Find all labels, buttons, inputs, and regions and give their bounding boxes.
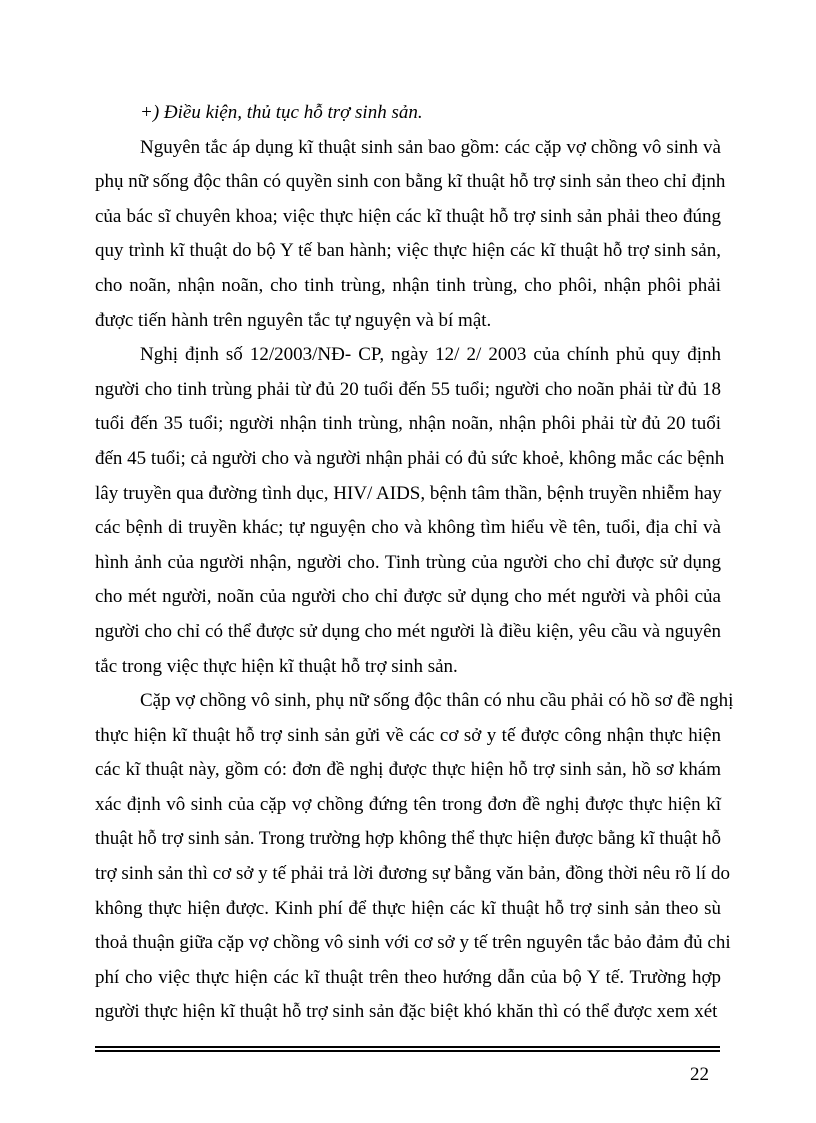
paragraph-line: Nguyên tắc áp dụng kĩ thuật sinh sản bao gồm: các cặp vợ chồng vô sinh và xyxy=(140,136,721,158)
section-heading: +) Điều kiện, thủ tục hỗ trợ sinh sản. xyxy=(140,102,423,123)
paragraph-line: xác định vô sinh của cặp vợ chồng đứng tên trong đơn đề nghị được thực hiện kĩ xyxy=(95,793,721,815)
paragraph-line: người cho chỉ có thể được sử dụng cho mét người là điều kiện, yêu cầu và nguyên xyxy=(95,620,721,642)
paragraph-line: tuổi đến 35 tuổi; người nhận tinh trùng, nhận noãn, nhận phôi phải từ đủ 20 tuổi xyxy=(95,413,721,435)
paragraph-line: quy trình kĩ thuật do bộ Y tế ban hành; việc thực hiện các kĩ thuật hỗ trợ sinh sản, xyxy=(95,240,721,262)
page-number: 22 xyxy=(690,1064,709,1085)
paragraph-line: thoả thuận giữa cặp vợ chồng vô sinh với cơ sở y tế trên nguyên tắc bảo đảm đủ chi xyxy=(95,932,731,954)
paragraph-1 xyxy=(95,131,726,339)
footer-double-rule xyxy=(95,1046,720,1052)
paragraph-line: hình ảnh của người nhận, người cho. Tinh trùng của người cho chỉ được sử dụng xyxy=(95,551,721,573)
paragraph-3 xyxy=(95,684,734,1030)
paragraph-line: người thực hiện kĩ thuật hỗ trợ sinh sản đặc biệt khó khăn thì có thể được xem xét xyxy=(95,1001,718,1023)
paragraph-line: phí cho việc thực hiện các kĩ thuật trên theo hướng dẫn của bộ Y tế. Trường hợp xyxy=(95,966,721,988)
paragraph-line: người cho tinh trùng phải từ đủ 20 tuổi đến 55 tuổi; người cho noãn phải từ đủ 18 xyxy=(95,378,721,400)
paragraph-line: lây truyền qua đường tình dục, HIV/ AIDS, bệnh tâm thần, bệnh truyền nhiễm hay xyxy=(95,482,722,504)
paragraph-line: phụ nữ sống độc thân có quyền sinh con bằng kĩ thuật hỗ trợ sinh sản theo chỉ định xyxy=(95,171,726,193)
paragraph-line: được tiến hành trên nguyên tắc tự nguyện và bí mật. xyxy=(95,309,492,331)
paragraph-line: không thực hiện được. Kinh phí để thực hiện các kĩ thuật hỗ trợ sinh sản theo sù xyxy=(95,897,721,919)
paragraph-line: tắc trong việc thực hiện kĩ thuật hỗ trợ sinh sản. xyxy=(95,655,458,677)
paragraph-line: cho mét người, noãn của người cho chỉ được sử dụng cho mét người và phôi của xyxy=(95,586,721,608)
paragraph-line: thuật hỗ trợ sinh sản. Trong trường hợp không thể thực hiện được bằng kĩ thuật hỗ xyxy=(95,828,721,850)
paragraph-line: của bác sĩ chuyên khoa; việc thực hiện các kĩ thuật hỗ trợ sinh sản phải theo đúng xyxy=(95,205,721,227)
paragraph-line: Nghị định số 12/2003/NĐ- CP, ngày 12/ 2/ 2003 của chính phủ quy định xyxy=(140,344,721,366)
paragraph-line: thực hiện kĩ thuật hỗ trợ sinh sản gửi về các cơ sở y tế được công nhận thực hiện xyxy=(95,724,721,746)
paragraph-line: Cặp vợ chồng vô sinh, phụ nữ sống độc thân có nhu cầu phải có hồ sơ đề nghị xyxy=(140,690,734,712)
paragraph-line: đến 45 tuổi; cả người cho và người nhận phải có đủ sức khoẻ, không mắc các bệnh xyxy=(95,447,725,469)
page-content xyxy=(95,96,734,1030)
paragraph-line: cho noãn, nhận noãn, cho tinh trùng, nhận tinh trùng, cho phôi, nhận phôi phải xyxy=(95,274,721,296)
paragraph-line: các bệnh di truyền khác; tự nguyện cho và không tìm hiểu về tên, tuổi, địa chỉ và xyxy=(95,517,721,539)
paragraph-line: các kĩ thuật này, gồm có: đơn đề nghị được thực hiện hỗ trợ sinh sản, hồ sơ khám xyxy=(95,759,721,781)
paragraph-2 xyxy=(95,338,725,684)
paragraph-line: trợ sinh sản thì cơ sở y tế phải trả lời đương sự bằng văn bản, đồng thời nêu rõ lí do xyxy=(95,863,730,885)
